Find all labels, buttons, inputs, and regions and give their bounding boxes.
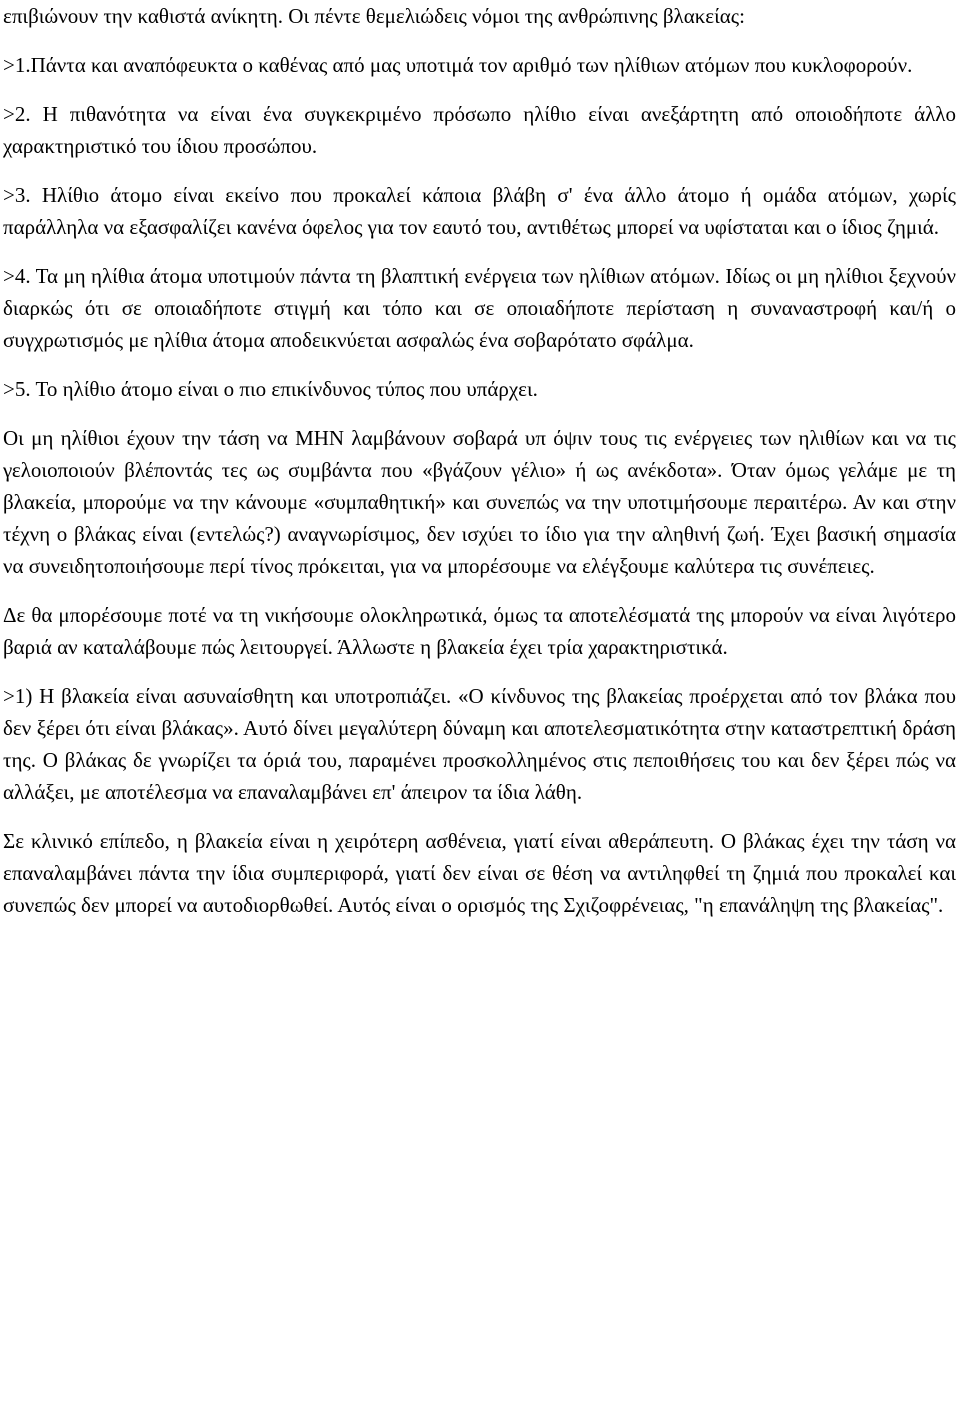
paragraph-defeat: Δε θα μπορέσουμε ποτέ να τη νικήσουμε ολοκληρωτικά, όμως τα αποτελέσματά της μπορούν να είναι λιγότερο βαριά αν καταλάβουμε πώς λειτουργεί. Άλλωστε η βλακεία έχει τρία χαρακτηριστικά. [3,603,956,659]
paragraph-clinical: Σε κλινικό επίπεδο, η βλακεία είναι η χειρότερη ασθένεια, γιατί είναι αθεράπευτη. Ο βλάκας έχει την τάση να επαναλαμβάνει πάντα την ίδια συμπεριφορά, γιατί δεν είναι σε θέση να αντιληφθεί τη ζημιά που προκαλεί και συνεπώς δεν μπορεί να αυτοδιορθωθεί. Αυτός είναι ο ορισμός της Σχιζοφρένειας, "η επανάληψη της βλακείας". [3,829,956,917]
paragraph-non-stupid: Οι μη ηλίθιοι έχουν την τάση να ΜΗΝ λαμβάνουν σοβαρά υπ όψιν τους τις ενέργειες των ηλιθίων και να τις γελοιοποιούν βλέποντάς τες ως συμβάντα που «βγάζουν γέλιο» ή ως ανέκδοτα». Όταν όμως γελάμε με τη βλακεία, μπορούμε να την κάνουμε «συμπαθητική» και συνεπώς να την υποτιμήσουμε περαιτέρω. Αν και στην τέχνη ο βλάκας είναι (εντελώς?) αναγνωρίσιμος, δεν ισχύει το ίδιο για την αληθινή ζωή. Έχει βασική σημασία να συνειδητοποιήσουμε περί τίνος πρόκειται, για να μπορέσουμε να ελέγξουμε καλύτερα τις συνέπειες. [3,426,956,578]
paragraph-law-3: >3. Ηλίθιο άτομο είναι εκείνο που προκαλεί κάποια βλάβη σ' ένα άλλο άτομο ή ομάδα ατόμων, χωρίς παράλληλα να εξασφαλίζει κανένα όφελος για τον εαυτό του, αντιθέτως μπορεί να υφίσταται και ο ίδιος ζημιά. [3,183,956,239]
paragraph-law-2: >2. Η πιθανότητα να είναι ένα συγκεκριμένο πρόσωπο ηλίθιο είναι ανεξάρτητη από οποιοδήποτε άλλο χαρακτηριστικό του ίδιου προσώπου. [3,102,956,158]
paragraph-law-1: >1.Πάντα και αναπόφευκτα ο καθένας από μας υποτιμά τον αριθμό των ηλίθιων ατόμων που κυκλοφορούν. [3,53,913,77]
paragraph-law-4: >4. Τα μη ηλίθια άτομα υποτιμούν πάντα τη βλαπτική ενέργεια των ηλίθιων ατόμων. Ιδίως οι μη ηλίθιοι ξεχνούν διαρκώς ότι σε οποιαδήποτε στιγμή και τόπο και σε οποιαδήποτε περίσταση η συναναστροφή και/ή ο συγχρωτισμός με ηλίθια άτομα αποδεικνύεται ασφαλώς ένα σοβαρότατο σφάλμα. [3,264,956,352]
paragraph-intro: επιβιώνουν την καθιστά ανίκητη. Οι πέντε θεμελιώδεις νόμοι της ανθρώπινης βλακείας: [3,4,745,28]
paragraph-trait-1: >1) Η βλακεία είναι ασυναίσθητη και υποτροπιάζει. «Ο κίνδυνος της βλακείας προέρχεται από τον βλάκα που δεν ξέρει ότι είναι βλάκας». Αυτό δίνει μεγαλύτερη δύναμη και αποτελεσματικότητα στην καταστρεπτική δράση της. Ο βλάκας δε γνωρίζει τα όριά του, παραμένει προσκολλημένος στις πεποιθήσεις του και δεν ξέρει πώς να αλλάξει, με αποτέλεσμα να επαναλαμβάνει επ' άπειρον τα ίδια λάθη. [3,684,956,804]
paragraph-law-5: >5. Το ηλίθιο άτομο είναι ο πιο επικίνδυνος τύπος που υπάρχει. [3,377,538,401]
document-page [3,0,956,921]
